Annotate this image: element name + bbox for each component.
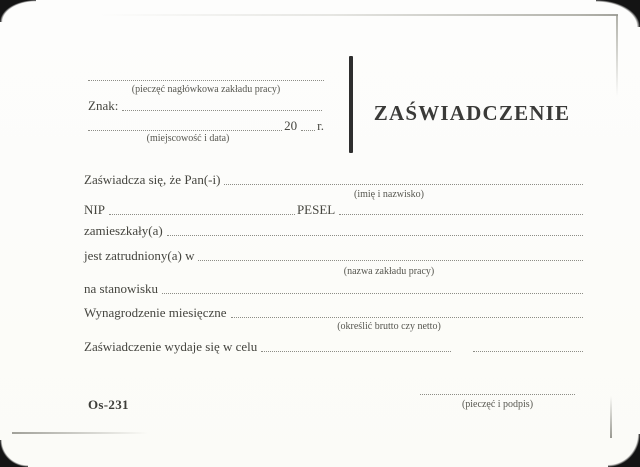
signature-caption: (pieczęć i podpis) xyxy=(461,399,534,410)
photo-corner-bottom-right xyxy=(608,434,640,467)
paper-edge-bottom-left xyxy=(12,432,148,434)
photo-corner-bottom-left xyxy=(0,440,28,467)
paper-edge-top xyxy=(100,14,618,16)
employer-dotted-line xyxy=(198,259,583,261)
address-label: zamieszkały(a) xyxy=(84,223,163,238)
date-suffix: r. xyxy=(317,118,324,133)
employer-row xyxy=(84,249,585,263)
purpose-label: Zaświadczenie wydaje się w celu xyxy=(84,339,258,354)
salary-label: Wynagrodzenie miesięczne xyxy=(84,305,227,320)
stamp-caption: (pieczęć nagłówkowa zakładu pracy) xyxy=(131,84,281,95)
znak-label: Znak: xyxy=(88,98,119,113)
place-date-caption: (miejscowość i data) xyxy=(146,133,230,144)
nip-pesel-row xyxy=(84,203,585,217)
purpose-dotted-line-2 xyxy=(473,350,583,352)
date-year-dotted-line xyxy=(301,129,315,131)
signature-dotted-line xyxy=(420,388,575,395)
salary-caption: (określić brutto czy netto) xyxy=(337,321,441,332)
position-label: na stanowisku xyxy=(84,281,159,296)
znak-dotted-line xyxy=(122,109,322,111)
photo-corner-top-right xyxy=(596,0,640,27)
paper-edge-right-bottom xyxy=(610,396,612,438)
name-label: Zaświadcza się, że Pan(-i) xyxy=(84,172,221,187)
nip-label: NIP xyxy=(84,202,105,217)
photo-corner-top-left xyxy=(0,0,36,22)
address-dotted-line xyxy=(167,234,583,236)
position-dotted-line xyxy=(162,292,583,294)
stamp-dotted-line xyxy=(88,74,324,81)
place-date-dotted-line xyxy=(88,129,282,131)
employer-label: jest zatrudniony(a) w xyxy=(84,248,195,263)
place-date-row xyxy=(88,119,324,133)
name-row xyxy=(84,173,585,187)
pesel-dotted-line xyxy=(339,213,583,215)
address-row xyxy=(84,224,585,238)
nip-dotted-line xyxy=(109,213,295,215)
salary-row xyxy=(84,306,585,320)
position-row xyxy=(84,282,585,296)
purpose-dotted-line-1 xyxy=(261,350,451,352)
purpose-row xyxy=(84,340,585,354)
pesel-label: PESEL xyxy=(296,202,336,217)
form-title: ZAŚWIADCZENIE xyxy=(373,101,571,125)
form-code: Os-231 xyxy=(88,397,129,412)
employer-caption: (nazwa zakładu pracy) xyxy=(343,266,435,277)
znak-row xyxy=(88,99,324,113)
salary-dotted-line xyxy=(231,316,583,318)
paper-edge-right-top xyxy=(616,15,618,97)
name-caption: (imię i nazwisko) xyxy=(354,189,424,200)
name-dotted-line xyxy=(224,183,583,185)
date-year-prefix: 20 xyxy=(284,118,298,133)
